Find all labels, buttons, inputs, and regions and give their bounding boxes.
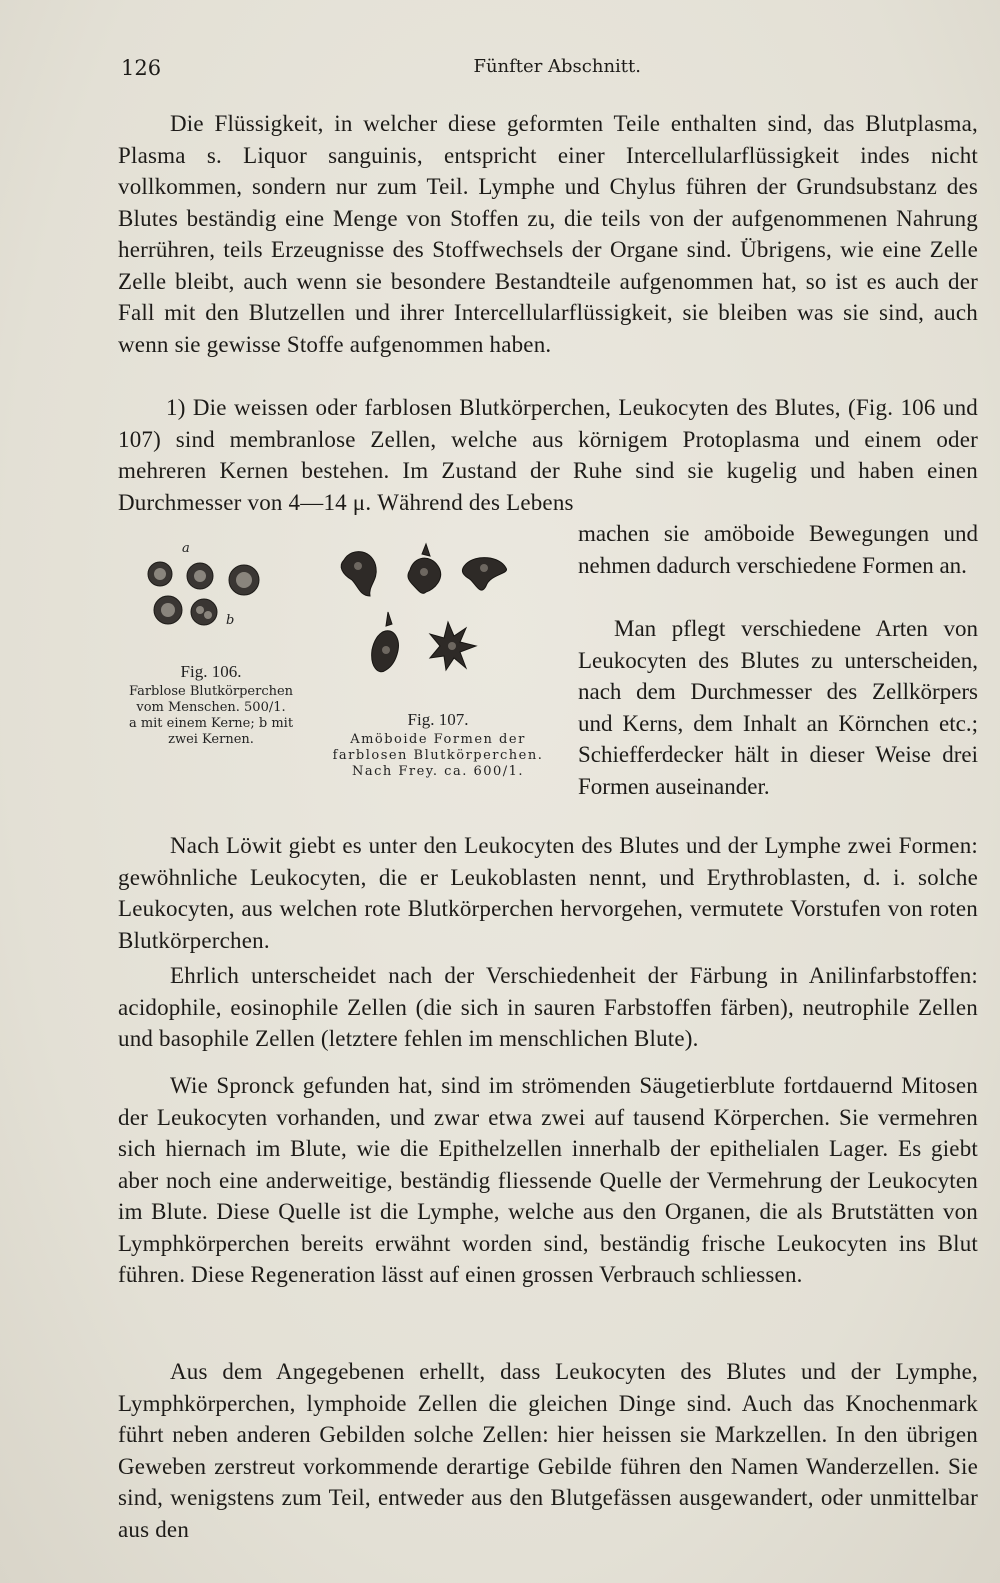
figure-107-caption (328, 712, 548, 780)
figure-106 (140, 540, 280, 640)
paragraph-4: Nach Löwit giebt es unter den Leukocyten des Blutes und der Lymphe zwei Formen: gewöhnliche Leukocyten, die er Leukoblasten nennt, und Erythroblasten, d. i. solche Leukocyten, aus welchen rote Blutkörperchen hervorgehen, vermutete Vorstufen von roten Blutkörperchen. (118, 833, 978, 953)
figure-107-title: Fig. 107. (407, 710, 469, 729)
page-header (121, 56, 641, 80)
paragraph-1: Die Flüssigkeit, in welcher diese geformten Teile enthalten sind, das Blutplasma, Plasma s. Liquor sanguinis, entspricht einer Intercellularflüssigkeit indes nicht vollkommen, sondern nur zum Teil. Lymphe und Chylus führen der Grundsubstanz des Blutes beständig eine Menge von Stoffen zu, die teils von der aufgenommenen Nahrung herrühren, teils Erzeugnisse des Stoffwechsels der Organe sind. Übrigens, wie eine Zelle Zelle bleibt, auch wenn sie besondere Bestandteile aufgenommen hat, so ist es auch der Fall mit den Blutzellen und ihrer Intercellularflüssigkeit, sie bleiben was sie sind, auch wenn sie gewisse Stoffe aufgenommen haben. (118, 111, 978, 357)
paragraph-6: Wie Spronck gefunden hat, sind im strömenden Säugetierblute fortdauernd Mitosen der Leukocyten vorhanden, und zwar etwa zwei auf tausend Körperchen. Sie vermehren sich hiernach im Blute, wie die Epithelzellen innerhalb der epithelialen Lager. Es giebt aber noch eine anderweitige, beständig fliessende Quelle der Vermehrung der Leukocyten im Blute. Diese Quelle ist die Lymphe, welche aus den Organen, die als Brutstätten von Lymphkörperchen bereits erwähnt worden sind, beständig frische Leukocyten ins Blut führen. Diese Regeneration lässt auf einen grossen Verbrauch schliessen. (118, 1073, 978, 1287)
paragraph-5: Ehrlich unterscheidet nach der Verschiedenheit der Färbung in Anilinfarbstoffen: acidophile, eosinophile Zellen (die sich in sauren Farbstoffen färben), neutrophile Zellen und basophile Zellen (letztere fehlen im menschlichen Blute). (118, 963, 978, 1051)
figure-106-caption-text: Farblose Blutkörperchen vom Menschen. 500/1. (128, 684, 294, 715)
figure-107-caption-text: Amöboide Formen der farblosen Blutkörperchen. Nach Frey. ca. 600/1. (332, 732, 544, 779)
paragraph-3: Man pflegt verschiedene Arten von Leukocyten des Blutes zu unterscheiden, nach dem Durchmesser des Zellkörpers und Kerns, dem Inhalt an Körnchen etc.; Schiefferdecker hält in dieser Weise drei Formen auseinander. (578, 616, 978, 799)
figure-106-drawing (140, 540, 280, 640)
page-number: 126 (121, 56, 162, 80)
paragraph-7: Aus dem Angegebenen erhellt, dass Leukocyten des Blutes und der Lymphe, Lymphkörperchen, lymphoide Zellen die gleichen Dinge sind. Auch das Knochenmark führt neben anderen Gebilden solche Zellen: hier heissen sie Markzellen. In den übrigen Geweben zerstreut vorkommende derartige Gebilde führen den Namen Wanderzellen. Sie sind, wenigstens zum Teil, entweder aus den Blutgefässen ausgewandert, oder unmittelbar aus den (118, 1359, 978, 1542)
figure-106-title: Fig. 106. (180, 662, 242, 681)
figure-107-drawing (330, 540, 530, 690)
figure-106-caption (114, 664, 308, 748)
paragraph-2: 1) Die weissen oder farblosen Blutkörperchen, Leukocyten des Blutes, (Fig. 106 und 107) sind membranlose Zellen, welche aus körnigem Protoplasma und einem oder mehreren Kernen bestehen. Im Zustand der Ruhe sind sie kugelig und haben einen Durchmesser von 4—14 μ. Während des Lebens (118, 395, 978, 515)
figure-107 (330, 540, 530, 690)
figure-106-caption-note: a mit einem Kerne; b mit zwei Kernen. (128, 716, 294, 747)
figure-106-label-a: a (182, 541, 190, 556)
figure-106-label-b: b (226, 613, 235, 628)
paragraph-2-continued: machen sie amöboide Bewegungen und nehmen dadurch verschiedene Formen an. (578, 521, 978, 578)
chapter-title: Fünfter Abschnitt. (473, 56, 641, 77)
